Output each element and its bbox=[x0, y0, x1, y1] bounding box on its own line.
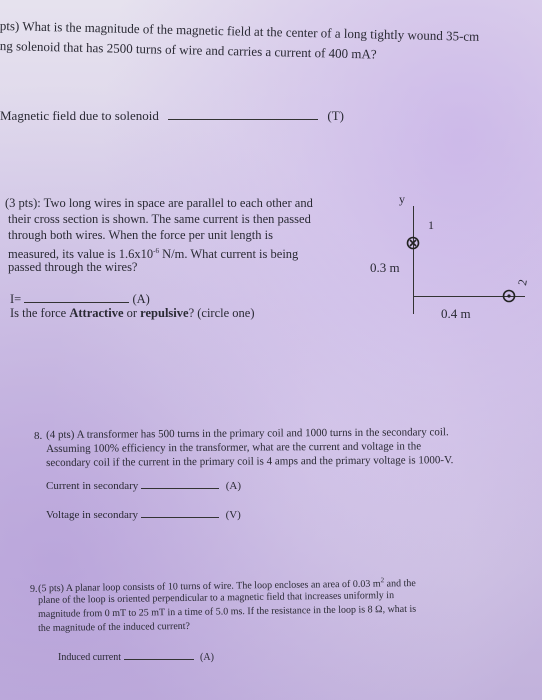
q8-voltage-label: Voltage in secondary bbox=[46, 509, 139, 521]
q7-line4-a: measured, its value is 1.6x10 bbox=[8, 247, 154, 262]
diagram-dist-y: 0.3 m bbox=[370, 260, 400, 275]
q7-force-c: or bbox=[123, 306, 141, 320]
diagram-wire1-label: 1 bbox=[428, 218, 434, 232]
q8-text-line1: (4 pts) A transformer has 500 turns in the primary coil and 1000 turns in the secondary coil. bbox=[46, 426, 449, 441]
q7-force-question bbox=[10, 305, 255, 321]
q7-line4-exp: -6 bbox=[153, 247, 159, 255]
diagram-y-axis bbox=[413, 206, 414, 314]
q9-line1-b: and the bbox=[384, 578, 416, 590]
q9-answer-label: Induced current bbox=[58, 652, 122, 663]
q9-text-line2: plane of the loop is oriented perpendicular to a magnetic field that increases uniformly in bbox=[38, 590, 395, 606]
q9-text-line4: the magnitude of the induced current? bbox=[38, 620, 191, 634]
q8-voltage-unit: (V) bbox=[225, 509, 241, 521]
q8-current-unit: (A) bbox=[225, 480, 242, 492]
q6-text-line2: ng solenoid that has 2500 turns of wire and carries a current of 400 mA? bbox=[0, 38, 377, 62]
q6-answer-label: Magnetic field due to solenoid bbox=[0, 108, 159, 123]
q6-unit: (T) bbox=[327, 108, 344, 123]
q7-force-a: Is the force bbox=[10, 306, 70, 320]
diagram-dist-x: 0.4 m bbox=[441, 306, 471, 321]
q7-text-line1: (3 pts): Two long wires in space are parallel to each other and bbox=[5, 196, 313, 210]
q7-text-line5: passed through the wires? bbox=[8, 260, 138, 274]
q7-current-blank[interactable] bbox=[24, 302, 129, 303]
q9-text-line3: magnitude from 0 mT to 25 mT in a time of 5.0 ms. If the resistance in the loop is 8 Ω, what is bbox=[38, 603, 417, 620]
q9-number: 9. bbox=[30, 584, 38, 595]
q7-line4-b: N/m. What current is being bbox=[158, 247, 299, 262]
q6-answer-row bbox=[0, 108, 344, 124]
q7-force-repulsive[interactable]: repulsive bbox=[140, 306, 189, 320]
wire1-into-page-icon bbox=[406, 236, 420, 255]
diagram-wire2-label: 2 bbox=[515, 278, 530, 287]
q7-text-line3: through both wires. When the force per unit length is bbox=[8, 228, 273, 242]
q8-current-row bbox=[46, 480, 241, 492]
q9-answer-row bbox=[58, 652, 214, 663]
q8-current-label: Current in secondary bbox=[46, 480, 139, 492]
q7-force-attractive[interactable]: Attractive bbox=[69, 306, 124, 320]
q9-line1-exp: 2 bbox=[380, 576, 385, 585]
wire2-out-of-page-icon bbox=[502, 289, 516, 308]
q8-number: 8. bbox=[34, 430, 43, 442]
q8-current-blank[interactable] bbox=[141, 488, 219, 489]
q7-text-line2: their cross section is shown. The same current is then passed bbox=[8, 212, 311, 226]
diagram-y-label: y bbox=[399, 192, 405, 206]
q7-current-unit: (A) bbox=[132, 292, 150, 306]
q6-text-line1: pts) What is the magnitude of the magnetic field at the center of a long tightly wound 35-cm bbox=[0, 18, 480, 44]
q9-unit: (A) bbox=[200, 652, 214, 663]
q8-text-line3: secondary coil if the current in the primary coil is 4 amps and the primary voltage is 1000-V. bbox=[46, 454, 454, 469]
q7-current-label: I= bbox=[10, 292, 22, 306]
q9-line1-a: (5 pts) A planar loop consists of 10 turns of wire. The loop encloses an area of 0.03 m bbox=[38, 578, 381, 595]
q8-voltage-blank[interactable] bbox=[141, 517, 219, 518]
q8-voltage-row bbox=[46, 509, 241, 521]
q6-answer-blank[interactable] bbox=[168, 119, 318, 120]
q7-force-e: ? (circle one) bbox=[188, 306, 255, 320]
q9-answer-blank[interactable] bbox=[124, 659, 194, 660]
q8-text-line2: Assuming 100% efficiency in the transformer, what are the current and voltage in the bbox=[46, 440, 422, 455]
